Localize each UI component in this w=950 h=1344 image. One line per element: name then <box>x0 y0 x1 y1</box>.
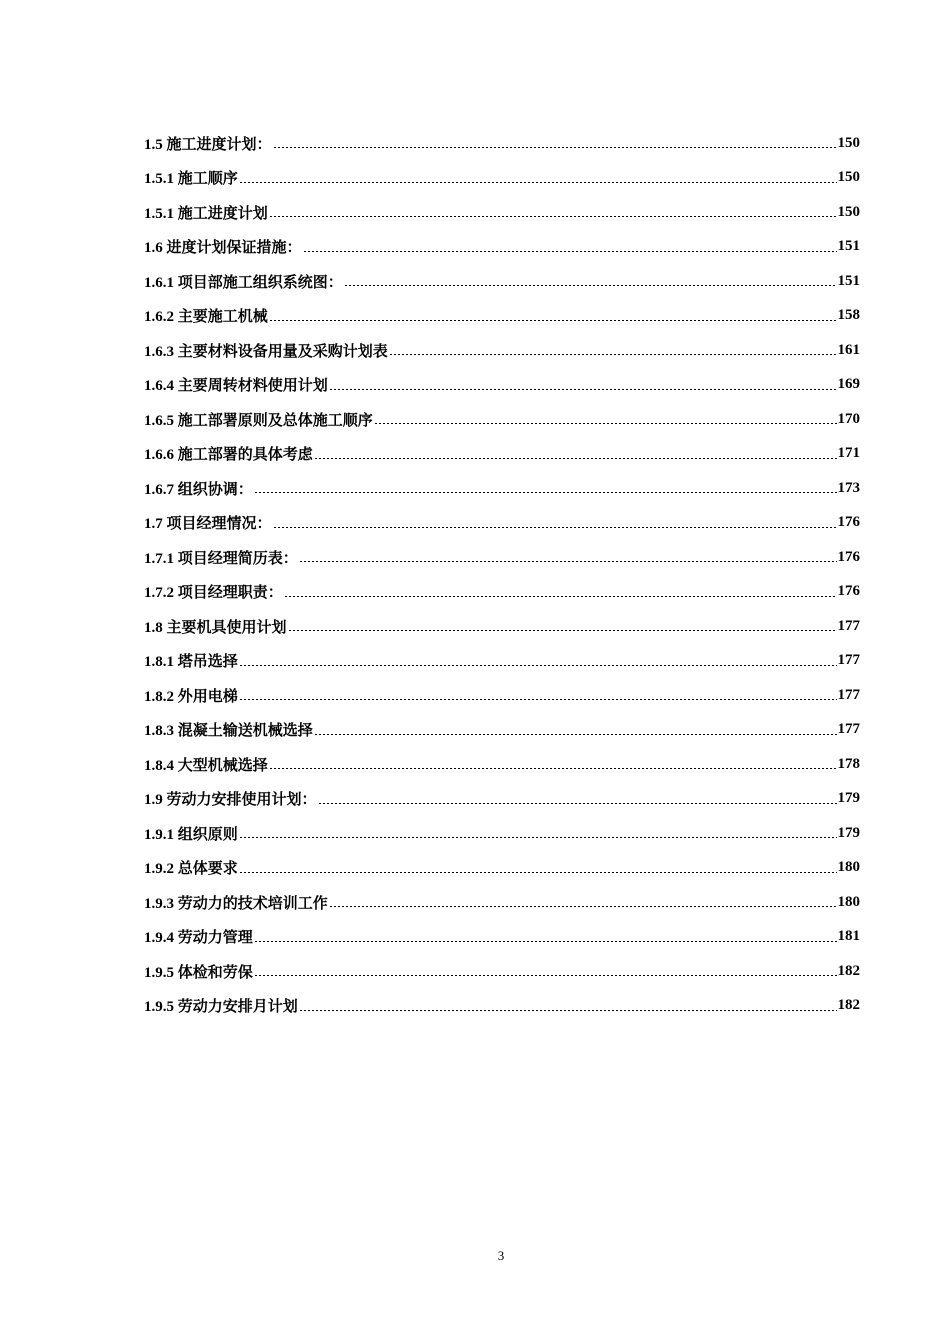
toc-dot-leader <box>239 837 837 838</box>
toc-dot-leader <box>303 251 837 252</box>
toc-entry[interactable] <box>144 264 860 299</box>
toc-entry[interactable] <box>144 575 860 610</box>
toc-entry[interactable] <box>144 713 860 748</box>
toc-entry-page: 176 <box>837 514 860 531</box>
toc-entry-title: 1.9.3 劳动力的技术培训工作 <box>144 895 328 912</box>
toc-entry-title: 1.8.1 塔吊选择 <box>144 654 238 671</box>
toc-entry-page: 179 <box>837 790 860 807</box>
toc-dot-leader <box>239 182 837 183</box>
toc-entry-title: 1.8.4 大型机械选择 <box>144 757 268 774</box>
toc-entry[interactable] <box>144 195 860 230</box>
toc-entry[interactable] <box>144 540 860 575</box>
toc-entry[interactable] <box>144 161 860 196</box>
toc-entry-title: 1.9.5 体检和劳保 <box>144 964 253 981</box>
toc-entry[interactable] <box>144 126 860 161</box>
toc-entry[interactable] <box>144 920 860 955</box>
toc-entry-title: 1.5.1 施工顺序 <box>144 171 238 188</box>
toc-entry[interactable] <box>144 402 860 437</box>
toc-entry-title: 1.9.5 劳动力安排月计划 <box>144 999 298 1016</box>
table-of-contents <box>144 126 860 1023</box>
toc-entry[interactable] <box>144 471 860 506</box>
page-number: 3 <box>497 1248 505 1263</box>
toc-dot-leader <box>269 216 837 217</box>
toc-entry-page: 178 <box>837 755 860 772</box>
toc-entry-page: 150 <box>837 203 860 220</box>
toc-entry[interactable] <box>144 851 860 886</box>
toc-entry[interactable] <box>144 816 860 851</box>
toc-dot-leader <box>299 561 837 562</box>
toc-entry-title: 1.6.6 施工部署的具体考虑 <box>144 447 313 464</box>
toc-dot-leader <box>329 389 837 390</box>
toc-entry-title: 1.9 劳动力安排使用计划： <box>144 792 317 809</box>
toc-entry-page: 177 <box>837 652 860 669</box>
toc-entry-page: 180 <box>837 859 860 876</box>
toc-entry-title: 1.9.1 组织原则 <box>144 826 238 843</box>
toc-entry-title: 1.6.1 项目部施工组织系统图： <box>144 274 343 291</box>
toc-entry[interactable] <box>144 989 860 1024</box>
toc-entry[interactable] <box>144 230 860 265</box>
toc-entry-title: 1.6.7 组织协调： <box>144 481 253 498</box>
toc-entry-page: 177 <box>837 686 860 703</box>
toc-entry-title: 1.6 进度计划保证措施： <box>144 240 302 257</box>
toc-dot-leader <box>374 423 837 424</box>
toc-entry[interactable] <box>144 506 860 541</box>
toc-dot-leader <box>389 354 837 355</box>
toc-entry-title: 1.8 主要机具使用计划 <box>144 619 287 636</box>
toc-entry-page: 150 <box>837 134 860 151</box>
toc-entry-page: 176 <box>837 583 860 600</box>
toc-entry-title: 1.6.5 施工部署原则及总体施工顺序 <box>144 412 373 429</box>
toc-entry[interactable] <box>144 299 860 334</box>
toc-entry[interactable] <box>144 368 860 403</box>
toc-entry-title: 1.6.3 主要材料设备用量及采购计划表 <box>144 343 388 360</box>
toc-dot-leader <box>344 285 837 286</box>
toc-dot-leader <box>254 492 837 493</box>
toc-dot-leader <box>284 596 837 597</box>
toc-entry-page: 161 <box>837 341 860 358</box>
toc-dot-leader <box>273 147 837 148</box>
toc-dot-leader <box>288 630 837 631</box>
toc-entry-title: 1.7.1 项目经理简历表： <box>144 550 298 567</box>
toc-entry-page: 170 <box>837 410 860 427</box>
toc-entry[interactable] <box>144 678 860 713</box>
toc-dot-leader <box>299 1010 837 1011</box>
toc-entry-title: 1.5.1 施工进度计划 <box>144 205 268 222</box>
toc-dot-leader <box>269 768 837 769</box>
toc-entry-page: 182 <box>837 962 860 979</box>
toc-entry-title: 1.7 项目经理情况： <box>144 516 272 533</box>
toc-dot-leader <box>254 941 837 942</box>
toc-dot-leader <box>314 458 837 459</box>
toc-entry-title: 1.9.4 劳动力管理 <box>144 930 253 947</box>
toc-entry-page: 171 <box>837 445 860 462</box>
toc-entry-page: 169 <box>837 376 860 393</box>
toc-dot-leader <box>239 699 837 700</box>
toc-entry-title: 1.7.2 项目经理职责： <box>144 585 283 602</box>
toc-dot-leader <box>239 665 837 666</box>
toc-dot-leader <box>314 734 837 735</box>
toc-entry-page: 176 <box>837 548 860 565</box>
toc-dot-leader <box>329 906 837 907</box>
toc-entry-page: 179 <box>837 824 860 841</box>
toc-entry[interactable] <box>144 885 860 920</box>
toc-entry-page: 158 <box>837 307 860 324</box>
toc-entry-page: 182 <box>837 997 860 1014</box>
toc-dot-leader <box>254 975 837 976</box>
toc-entry-page: 151 <box>837 238 860 255</box>
toc-entry-title: 1.6.4 主要周转材料使用计划 <box>144 378 328 395</box>
toc-dot-leader <box>273 527 837 528</box>
toc-entry-page: 177 <box>837 721 860 738</box>
toc-entry-title: 1.6.2 主要施工机械 <box>144 309 268 326</box>
toc-entry[interactable] <box>144 747 860 782</box>
toc-entry-title: 1.5 施工进度计划： <box>144 136 272 153</box>
toc-entry[interactable] <box>144 333 860 368</box>
toc-entry-page: 181 <box>837 928 860 945</box>
toc-entry-title: 1.8.2 外用电梯 <box>144 688 238 705</box>
toc-entry-page: 180 <box>837 893 860 910</box>
toc-entry-page: 150 <box>837 169 860 186</box>
toc-entry-page: 177 <box>837 617 860 634</box>
toc-entry[interactable] <box>144 644 860 679</box>
toc-entry[interactable] <box>144 954 860 989</box>
toc-entry-title: 1.8.3 混凝土输送机械选择 <box>144 723 313 740</box>
toc-entry[interactable] <box>144 782 860 817</box>
toc-entry-page: 173 <box>837 479 860 496</box>
toc-entry-title: 1.9.2 总体要求 <box>144 861 238 878</box>
toc-entry-page: 151 <box>837 272 860 289</box>
toc-dot-leader <box>318 803 837 804</box>
toc-dot-leader <box>239 872 837 873</box>
toc-entry[interactable] <box>144 609 860 644</box>
toc-dot-leader <box>269 320 837 321</box>
toc-entry[interactable] <box>144 437 860 472</box>
